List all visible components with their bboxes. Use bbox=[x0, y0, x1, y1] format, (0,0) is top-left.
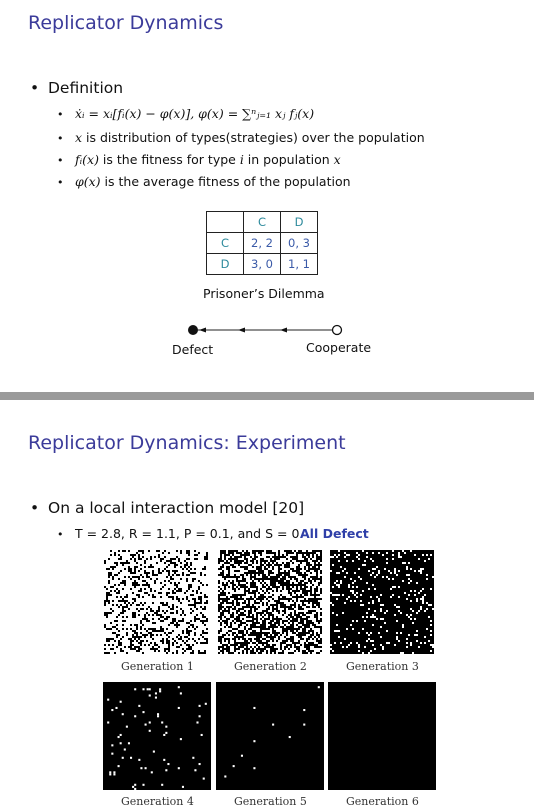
math-symbol: φ(x) bbox=[75, 174, 101, 189]
slide-replicator-dynamics bbox=[0, 0, 534, 392]
payoff-cell: 1, 1 bbox=[281, 254, 318, 275]
generation-2-image bbox=[218, 550, 322, 654]
row-header: C bbox=[207, 233, 244, 254]
defect-stable-point-icon bbox=[188, 325, 198, 335]
phase-line-diagram bbox=[180, 318, 350, 342]
slide-title: Replicator Dynamics bbox=[28, 12, 224, 34]
sub-bullet-text: in population bbox=[243, 152, 334, 167]
sub-bullet-text: is the fitness for type bbox=[98, 152, 240, 167]
arrow-left-icon bbox=[280, 328, 287, 333]
payoff-matrix bbox=[206, 211, 318, 275]
bullet-dot-icon: • bbox=[57, 528, 64, 541]
sub-bullet-text: is distribution of types(strategies) over the population bbox=[82, 130, 425, 145]
arrow-left-icon bbox=[199, 328, 206, 333]
math-symbol: i bbox=[239, 152, 244, 167]
generation-caption: Generation 5 bbox=[234, 795, 307, 808]
generation-caption: Generation 6 bbox=[346, 795, 419, 808]
bullet-dot-icon: • bbox=[57, 154, 64, 167]
math-symbol: x bbox=[75, 130, 83, 145]
bullet-dot-icon: • bbox=[30, 79, 40, 97]
slide-title: Replicator Dynamics: Experiment bbox=[28, 432, 346, 454]
sub-bullet-params bbox=[57, 526, 299, 541]
defect-label: Defect bbox=[172, 342, 214, 357]
generation-caption: Generation 3 bbox=[346, 660, 419, 673]
math-symbol: fᵢ(x) bbox=[75, 152, 99, 167]
generation-6-image bbox=[328, 682, 436, 790]
generation-caption: Generation 4 bbox=[121, 795, 194, 808]
bullet-definition bbox=[30, 79, 123, 97]
result-label: All Defect bbox=[300, 526, 369, 541]
bullet-text: On a local interaction model [20] bbox=[48, 499, 305, 517]
col-header: C bbox=[244, 212, 281, 233]
arrow-left-icon bbox=[238, 328, 245, 333]
sub-bullet-average bbox=[57, 174, 351, 189]
bullet-local-model bbox=[30, 499, 304, 517]
cooperate-unstable-point-icon bbox=[333, 326, 342, 335]
generation-caption: Generation 1 bbox=[121, 660, 194, 673]
row-header: D bbox=[207, 254, 244, 275]
sub-bullet-fitness bbox=[57, 152, 341, 167]
bullet-dot-icon: • bbox=[57, 132, 64, 145]
bullet-dot-icon: • bbox=[57, 108, 64, 121]
formula-line bbox=[57, 106, 314, 121]
generation-4-image bbox=[103, 682, 211, 790]
bullet-text: Definition bbox=[48, 79, 124, 97]
generation-5-image bbox=[216, 682, 324, 790]
bullet-dot-icon: • bbox=[57, 176, 64, 189]
generation-caption: Generation 2 bbox=[234, 660, 307, 673]
params-text: T = 2.8, R = 1.1, P = 0.1, and S = 0 bbox=[75, 526, 300, 541]
generation-1-image bbox=[104, 550, 208, 654]
table-caption: Prisoner’s Dilemma bbox=[203, 286, 325, 301]
generation-3-image bbox=[330, 550, 434, 654]
col-header: D bbox=[281, 212, 318, 233]
sub-bullet-x bbox=[57, 130, 425, 145]
table-corner bbox=[207, 212, 244, 233]
slide-divider bbox=[0, 392, 534, 400]
replicator-formula: ẋᵢ = xᵢ[fᵢ(x) − φ(x)], φ(x) = ∑ⁿⱼ₌₁ xⱼ fⱼ(x) bbox=[75, 106, 315, 121]
cooperate-label: Cooperate bbox=[306, 340, 372, 355]
math-symbol: x bbox=[333, 152, 341, 167]
sub-bullet-text: is the average fitness of the population bbox=[100, 174, 351, 189]
payoff-cell: 2, 2 bbox=[244, 233, 281, 254]
payoff-cell: 3, 0 bbox=[244, 254, 281, 275]
bullet-dot-icon: • bbox=[30, 499, 40, 517]
payoff-cell: 0, 3 bbox=[281, 233, 318, 254]
